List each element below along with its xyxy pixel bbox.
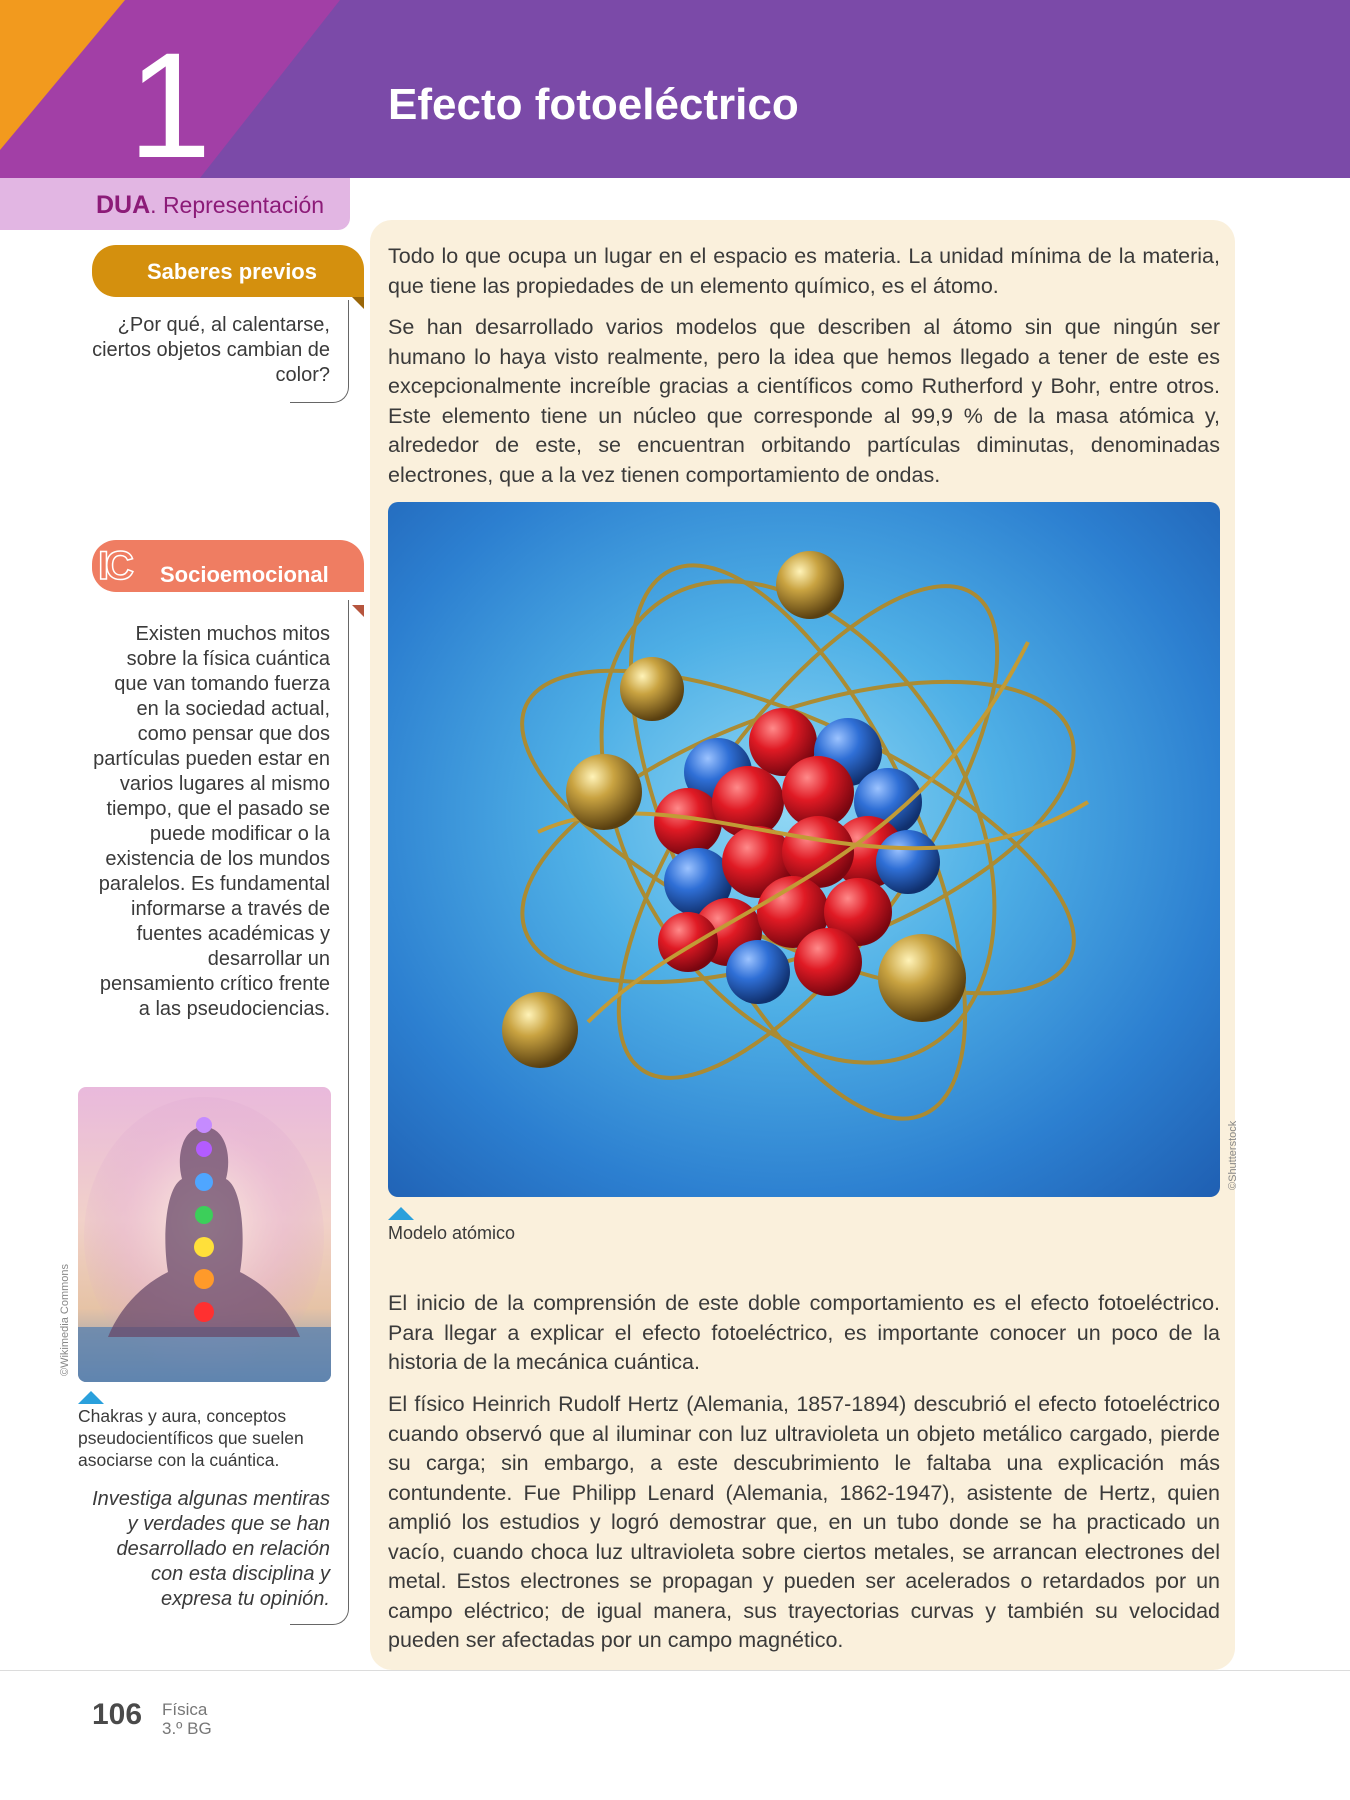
saberes-previos-question: ¿Por qué, al calentarse, ciertos objetos cambian de color? <box>92 314 330 386</box>
atom-illustration <box>388 502 1220 1197</box>
subject-name: Física <box>162 1700 208 1719</box>
saberes-previos-tab <box>92 245 364 297</box>
activity-text: Investiga algunas mentiras y verdades que se han desarrollado en relación con esta disciplina y expresa tu opinión. <box>92 1488 330 1610</box>
saberes-bracket-line <box>290 300 349 403</box>
socioemocional-title: Socioemocional <box>160 562 329 587</box>
footer-divider <box>0 1670 1350 1671</box>
chakras-image-credit: ©Wikimedia Commons <box>59 1263 71 1376</box>
page-number: 106 <box>92 1698 143 1731</box>
chapter-title: Efecto fotoeléctrico <box>388 80 799 129</box>
socioemocional-tab <box>92 540 364 592</box>
dua-label-rest: . Representación <box>150 192 325 218</box>
chakras-caption-marker <box>78 1391 104 1404</box>
ic-badge-icon: IC <box>98 544 130 588</box>
atom-image-caption: Modelo atómico <box>388 1223 516 1243</box>
subject-label <box>162 1700 212 1738</box>
saberes-tab-fold <box>352 297 364 309</box>
dua-label-strip <box>0 178 350 230</box>
paragraph-2: Se han desarrollado varios modelos que describen al átomo sin que ningún ser humano lo haya visto realmente, pero la idea que hemos llegado a tener de este es excepcionalmente increíble gracias a científicos como Rutherford y Bohr, entre otros. Este elemento tiene un núcleo que corresponde al 99,9 % de la masa atómica y, alrededor de este, se encuentran orbitando partículas diminutas, denominadas electrones, que a la vez tienen comportamiento de ondas. <box>388 315 1220 487</box>
saberes-previos-title: Saberes previos <box>147 259 317 284</box>
chakras-image-caption: Chakras y aura, conceptos pseudocientíficos que suelen asociarse con la cuántica. <box>78 1406 304 1470</box>
socio-tab-fold <box>352 605 364 617</box>
socio-bracket-line <box>290 600 349 1625</box>
electron-5 <box>502 992 578 1068</box>
dua-label <box>96 191 324 220</box>
socioemocional-text: Existen muchos mitos sobre la física cuántica que van tomando fuerza en la sociedad actual, como pensar que dos partículas pueden estar en varios lugares al mismo tiempo, que el pasado se puede modificar o la existencia de los mundos paralelos. Es fundamental informarse a través de fuentes académicas y desarrollar un pensamiento crítico frente a las pseudociencias. <box>93 623 330 1020</box>
paragraph-3: El inicio de la comprensión de este doble comportamiento es el efecto fotoeléctrico. Para llegar a explicar el efecto fotoeléctrico, es importante conocer un poco de la historia de la mecánica cuántica. <box>388 1291 1220 1374</box>
atom-caption-marker <box>388 1207 414 1220</box>
electron-3 <box>566 754 642 830</box>
paragraph-1: Todo lo que ocupa un lugar en el espacio es materia. La unidad mínima de la materia, que tiene las propiedades de un elemento químico, es el átomo. <box>388 244 1220 298</box>
electron-1 <box>776 551 844 619</box>
grade-label: 3.º BG <box>162 1719 212 1738</box>
atom-model-image <box>388 502 1220 1197</box>
electron-4 <box>878 934 966 1022</box>
electron-2 <box>620 657 684 721</box>
dua-label-bold: DUA <box>96 191 151 219</box>
chapter-header <box>0 0 1350 178</box>
paragraph-4: El físico Heinrich Rudolf Hertz (Alemania, 1857-1894) descubrió el efecto fotoeléctrico cuando observó que al iluminar con luz ultravioleta un objeto metálico cargado, pierde su carga; sin embargo, a este descubrimiento le faltaba una explicación más contundente. Fue Philipp Lenard (Alemania, 1862-1947), asistente de Hertz, quien amplió los estudios y logró demostrar que, en un tubo donde se ha practicado un vacío, cuando choca luz ultravioleta sobre ciertos metales, se arrancan electrones del metal. Estos electrones se propagan y pueden ser acelerados o retardados por un campo eléctrico; de igual manera, sus trayectorias curvas y también su velocidad pueden ser afectadas por un campo magnético. <box>388 1392 1220 1652</box>
chapter-number: 1 <box>128 21 212 178</box>
atom-image-credit: ©Shutterstock <box>1227 1120 1239 1190</box>
